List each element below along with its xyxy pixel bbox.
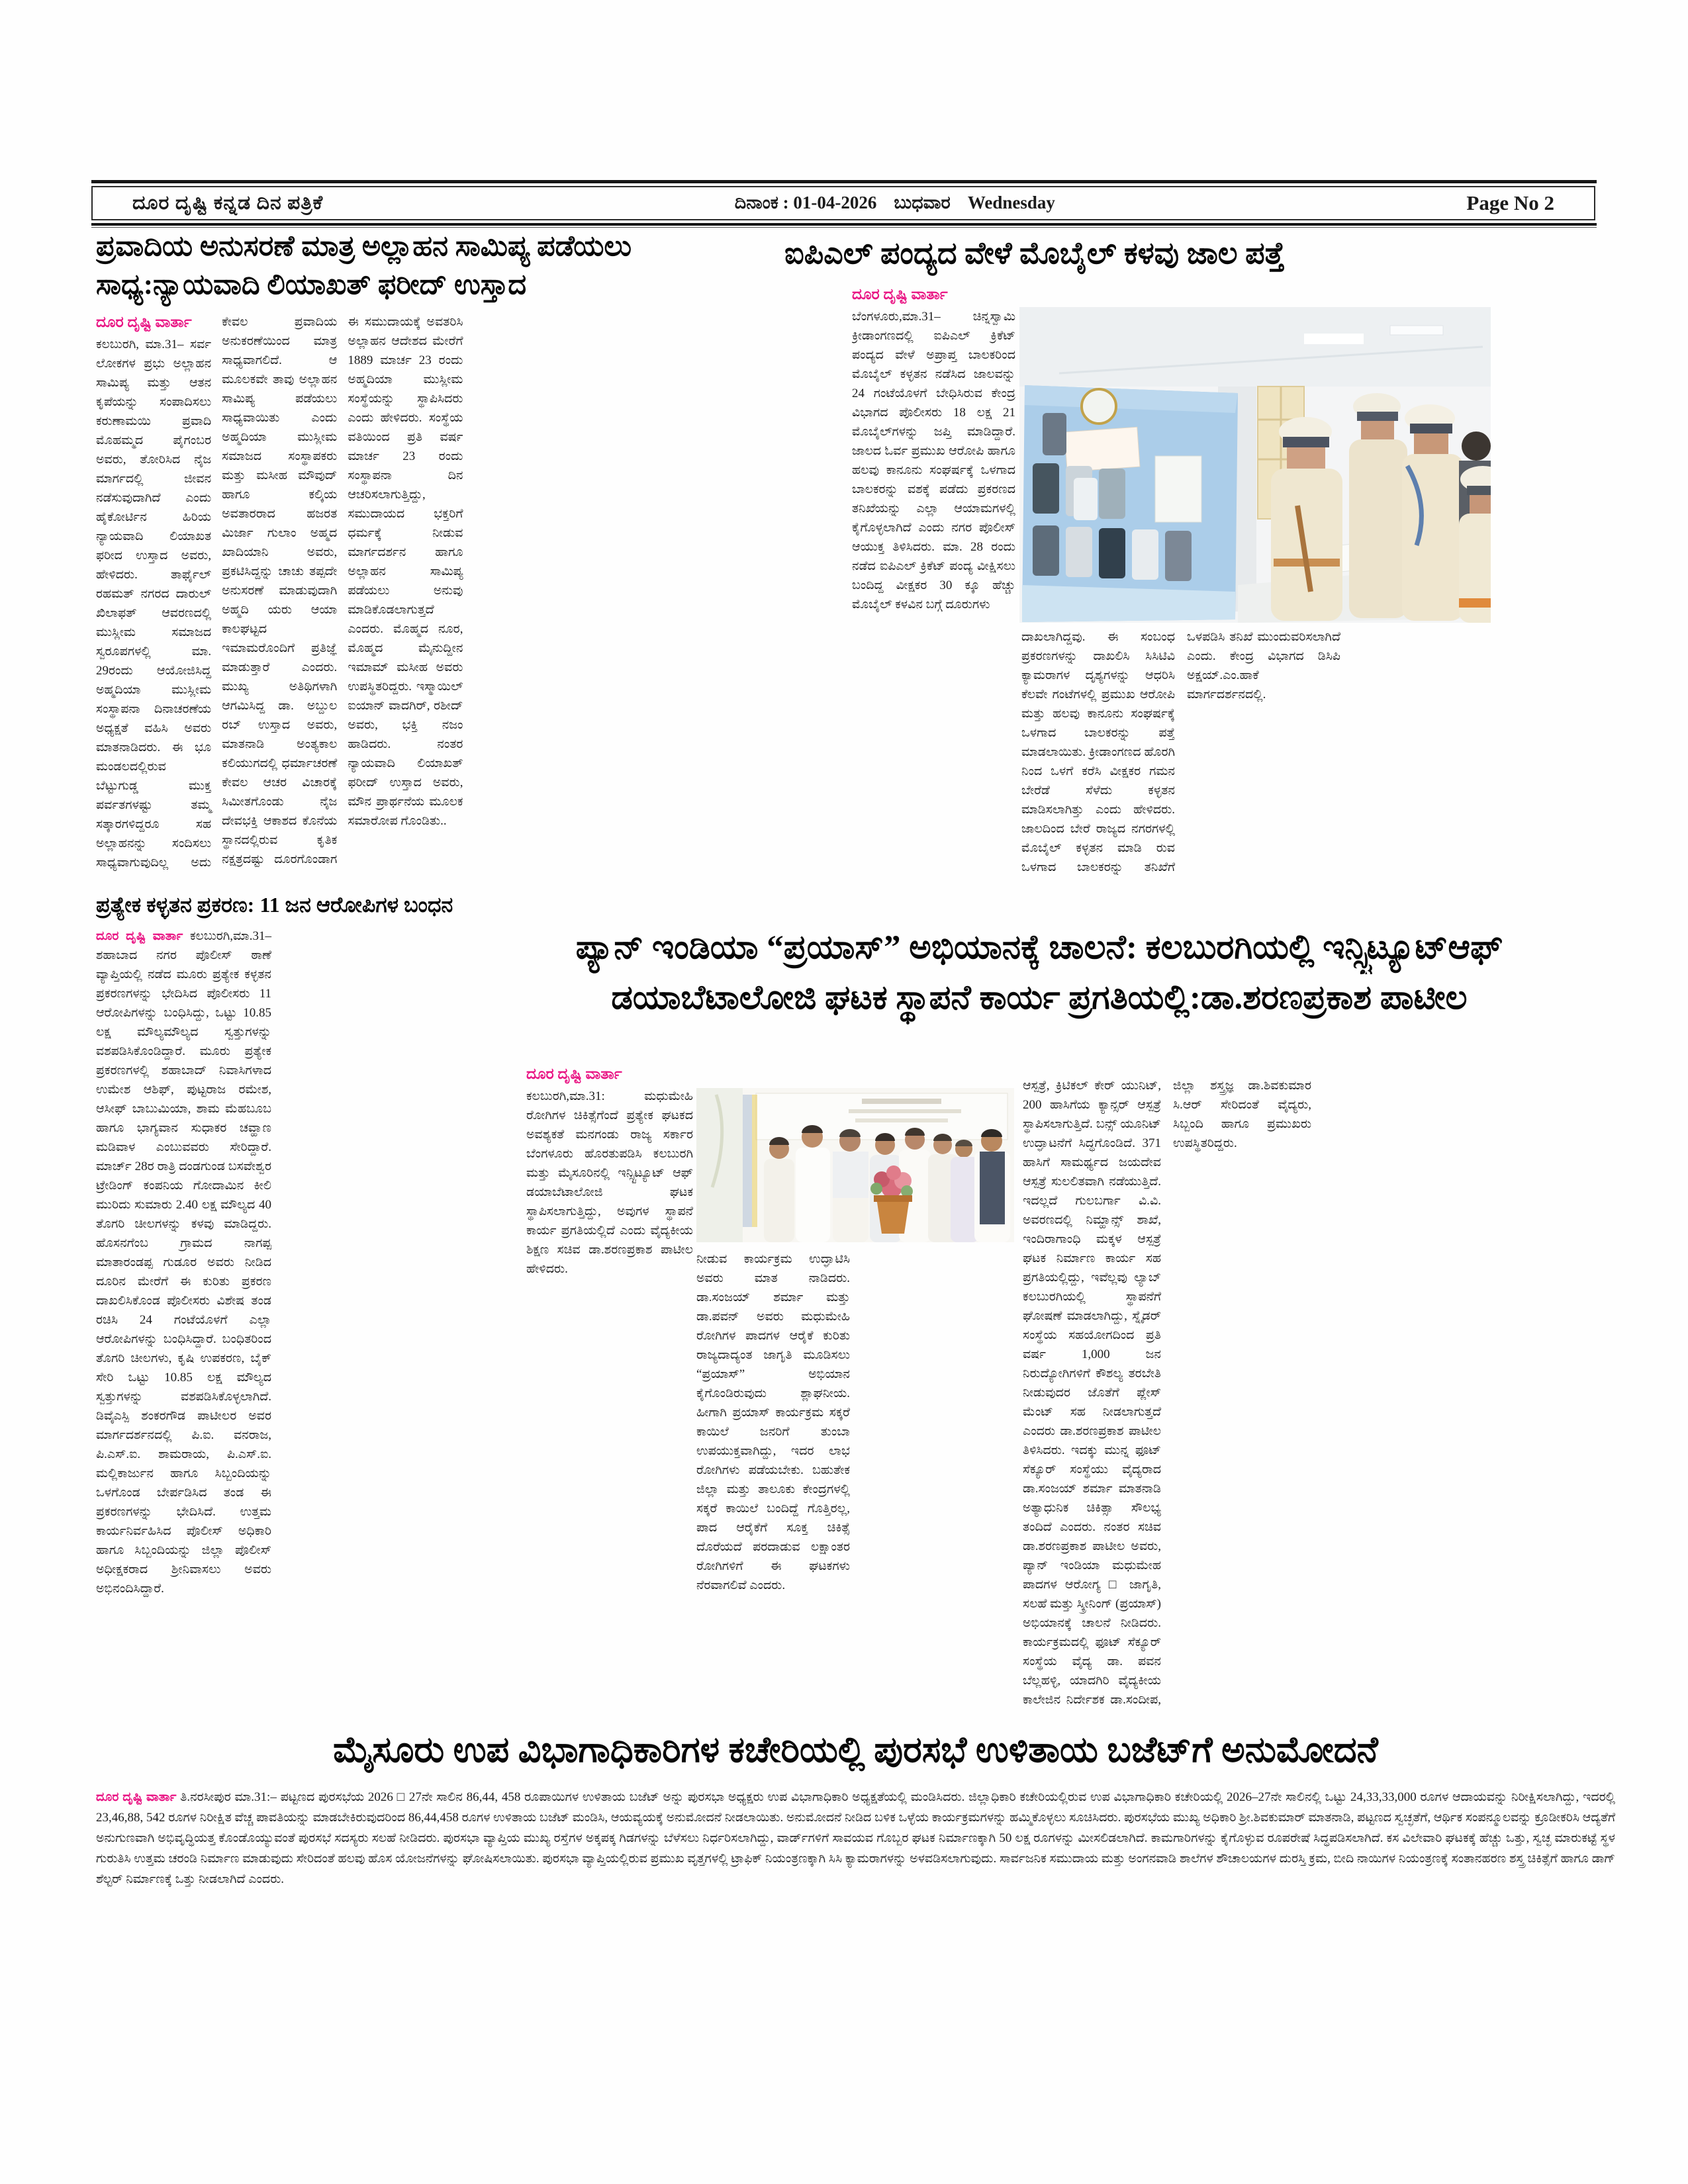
article-prayas-headline-line-2: ಡಯಾಬೆಟಾಲೋಜಿ ಘಟಕ ಸ್ಥಾಪನೆ ಕಾರ್ಯ ಪ್ರಗತಿಯಲ್ಲಿ:ಡಾ.ಶರಣಪ್ರಕಾಶ ಪಾಟೀಲ	[611, 979, 1468, 1017]
day-english: Wednesday	[967, 193, 1055, 212]
article-prayas-headline-line-1: ಪ್ಯಾನ್ ಇಂಡಿಯಾ “ಪ್ರಯಾಸ್” ಅಭಿಯಾನಕ್ಕೆ ಚಾಲನೆ: ಕಲಬುರಗಿಯಲ್ಲಿ ಇನ್ಸ್ಟಿಟ್ಯೂಟ್‌ಆಫ್	[575, 929, 1503, 966]
header-bar	[91, 186, 1595, 220]
article-budget-text-run: ತಿ.ನರಸೀಪುರ ಮಾ.31:– ಪಟ್ಟಣದ ಪುರಸಭೆಯ 2026 □ 27ನೇ ಸಾಲಿನ 86,44, 458 ರೂಪಾಯಿಗಳ ಉಳಿತಾಯ ಬಜೆಟ್ ಅನ್ನು ಪುರಸಭಾ ಅಧ್ಯಕ್ಷರು ಉಪ ವಿಭಾಗಾಧಿಕಾರಿ ಅಧ್ಯಕ್ಷತೆಯಲ್ಲಿ ಮಂಡಿಸಿದರು. ಜಿಲ್ಲಾಧಿಕಾರಿ ಕಚೇರಿಯಲ್ಲಿರುವ ಉಪ ವಿಭಾಗಾಧಿಕಾರಿ ಕಚೇರಿಯಲ್ಲಿ 2026–27ನೇ ಸಾಲಿನಲ್ಲಿ ಒಟ್ಟು 24,33,33,000 ರೂಗಳ ಆದಾಯವನ್ನು ನಿರೀಕ್ಷಿಸಲಾಗಿದ್ದು, ಇದರಲ್ಲಿ 23,46,88, 542 ರೂಗಳ ನಿರೀಕ್ಷಿತ ವೆಚ್ಚ ಪಾವತಿಯನ್ನು ಮಾಡಬೇಕಿರುವುದರಿಂದ 86,44,458 ರೂಗಳ ಉಳಿತಾಯ ಬಜೆಟ್ ಮಂಡಿಸಿ, ಆಯವ್ಯಯಕ್ಕೆ ಅನುಮೋದನೆ ನೀಡಲಾಯಿತು. ಅನುಮೋದನೆ ನೀಡಿದ ಬಳಿಕ ಒಳ್ಳೆಯ ಕಾರ್ಯಕ್ರಮಗಳನ್ನು ಹಮ್ಮಿಕೊಳ್ಳಲು ಸೂಚಿಸಿದರು. ಪುರಸಭೆಯ ಮುಖ್ಯ ಅಧಿಕಾರಿ ಶ್ರೀ.ಶಿವಕುಮಾರ್ ಮಾತನಾಡಿ, ಪಟ್ಟಣದ ಸ್ವಚ್ಛತೆಗೆ, ಆರ್ಥಿಕ ಸಂಪನ್ಮೂಲವನ್ನು ಕ್ರೂಡೀಕರಿಸಿ ಆದ್ಯತೆಗೆ ಅನುಗುಣವಾಗಿ ಅಭಿವೃದ್ಧಿಯತ್ತ ಕೊಂಡೊಯ್ಯುವಂತೆ ಪುರಸಭೆ ಸದಸ್ಯರು ಸಲಹೆ ನೀಡಿದರು. ಪುರಸಭಾ ವ್ಯಾಪ್ತಿಯ ಮುಖ್ಯ ರಸ್ತೆಗಳ ಅಕ್ಕಪಕ್ಕ ಗಿಡಗಳನ್ನು ಬೆಳೆಸಲು ನಿರ್ಧರಿಸಲಾಗಿದ್ದು, ವಾರ್ಡ್‌ಗಳಿಗೆ ಸಾವಯವ ಗೊಬ್ಬರ ಘಟಕ ನಿರ್ಮಾಣಕ್ಕಾಗಿ 50 ಲಕ್ಷ ರೂಗಳನ್ನು ಮೀಸಲಿಡಲಾಗಿದೆ. ಕಾಮಗಾರಿಗಳನ್ನು ಕೈಗೊಳ್ಳುವ ರೂಪರೇಷೆ ಸಿದ್ಧಪಡಿಸಲಾಗಿದೆ. ಕಸ ವಿಲೇವಾರಿ ಘಟಕಕ್ಕೆ ಹೆಚ್ಚು ಒತ್ತು, ಸ್ವಚ್ಛ ಮಾರುಕಟ್ಟೆ ಸ್ಥಳ ಗುರುತಿಸಿ ಉತ್ತಮ ಚರಂಡಿ ನಿರ್ಮಾಣ ಮಾಡುವುದು ಸೇರಿದಂತೆ ಹಲವು ಹೊಸ ಯೋಜನೆಗಳನ್ನು ಘೋಷಿಸಲಾಯಿತು. ಪುರಸಭಾ ವ್ಯಾಪ್ತಿಯಲ್ಲಿರುವ ಪ್ರಮುಖ ವೃತ್ತಗಳಲ್ಲಿ ಟ್ರಾಫಿಕ್ ನಿಯಂತ್ರಣಕ್ಕಾಗಿ ಸಿಸಿ ಕ್ಯಾಮರಾಗಳನ್ನು ಅಳವಡಿಸಲಾಗುವುದು. ಸಾರ್ವಜನಿಕ ಸಮುದಾಯ ಮತ್ತು ಅಂಗನವಾಡಿ ಶಾಲೆಗಳ ಶೌಚಾಲಯಗಳ ದುರಸ್ತಿ ಕ್ರಮ, ಬೀದಿ ನಾಯಿಗಳ ನಿಯಂತ್ರಣಕ್ಕೆ ಸಂತಾನಹರಣ ಶಸ್ತ್ರ ಚಿಕಿತ್ಸೆಗೆ ಹಾಗೂ ಡಾಗ್ ಶೆಲ್ಟರ್ ನಿರ್ಮಾಣಕ್ಕೆ ಒತ್ತು ನೀಡಲಾಗಿದೆ ಎಂದರು.	[96, 1790, 1615, 1886]
date-line	[735, 193, 1055, 214]
article-ipl-headline: ಐಪಿಎಲ್ ಪಂದ್ಯದ ವೇಳೆ ಮೊಬೈಲ್ ಕಳವು ಜಾಲ ಪತ್ತೆ	[784, 236, 1285, 270]
article-prophet-headline	[96, 228, 771, 308]
article-prayas-below-text: ನೀಡುವ ಕಾರ್ಯಕ್ರಮ ಉದ್ಘಾಟಿಸಿ ಅವರು ಮಾತ ನಾಡಿದರು. ಡಾ.ಸಂಜಯ್ ಶರ್ಮಾ ಮತ್ತು ಡಾ.ಪವನ್ ಅವರು ಮಧುಮೇಹಿ ರೋಗಿಗಳ ಪಾದಗಳ ಆರೈಕೆ ಕುರಿತು ರಾಜ್ಯದಾದ್ಯಂತ ಜಾಗೃತಿ ಮೂಡಿಸಲು “ಪ್ರಯಾಸ್” ಅಭಿಯಾನ ಕೈಗೊಂಡಿರುವುದು ಶ್ಲಾಘನೀಯ. ಹೀಗಾಗಿ ಪ್ರಯಾಸ್ ಕಾರ್ಯಕ್ರಮ ಸಕ್ಕರೆ ಕಾಯಿಲೆ ಜನರಿಗೆ ತುಂಬಾ ಉಪಯುಕ್ತವಾಗಿದ್ದು, ಇದರ ಲಾಭ ರೋಗಿಗಳು ಪಡೆಯಬೇಕು. ಬಹುತೇಕ ಜಿಲ್ಲಾ ಮತ್ತು ತಾಲೂಕು ಕೇಂದ್ರಗಳಲ್ಲಿ ಸಕ್ಕರೆ ಕಾಯಿಲೆ ಬಂದಿದ್ದೆ ಗೊತ್ತಿರಲ್ಲ, ಪಾದ ಆರೈಕೆಗೆ ಸೂಕ್ತ ಚಿಕಿತ್ಸೆ ದೊರೆಯದೆ ಪರದಾಡುವ ಲಕ್ಷಾಂತರ ರೋಗಿಗಳಿಗೆ ಈ ಘಟಕಗಳು ನೆರವಾಗಲಿವೆ ಎಂದರು.	[696, 1252, 850, 1592]
article-prayas-below-photo	[696, 1250, 1014, 1723]
police-phones-photo	[1019, 307, 1491, 623]
prayas-inauguration-photo-art	[696, 1088, 1014, 1242]
headline-line-2: ಸಾಧ್ಯ:ನ್ಯಾಯವಾದಿ ಲಿಯಾಖತ್ ಫರೀದ್ ಉಸ್ತಾದ	[96, 269, 527, 300]
news-agency-byline: ದೂರ ದೃಷ್ಟಿ ವಾರ್ತಾ	[96, 929, 183, 943]
article-theft-text	[96, 927, 271, 1598]
police-phones-photo-art	[1019, 307, 1491, 623]
article-theft-headline: ಪ್ರತ್ಯೇಕ ಕಳ್ಳತನ ಪ್ರಕರಣ: 11 ಜನ ಆರೋಪಿಗಳ ಬಂಧನ	[96, 893, 453, 917]
news-agency-byline: ದೂರ ದೃಷ್ಟಿ ವಾರ್ತಾ	[96, 1790, 177, 1804]
article-budget-body	[96, 1787, 1615, 1997]
article-prayas-right-text: ಆಸ್ಪತ್ರೆ, ಕ್ರಿಟಿಕಲ್ ಕೇರ್ ಯುನಿಟ್, 200 ಹಾಸಿಗೆಯ ಕ್ಯಾನ್ಸರ್ ಆಸ್ಪತ್ರೆ ಸ್ಥಾಪಿಸಲಾಗುತ್ತಿದೆ. ಬನ್ಸ್ ಯೂನಿಟ್ ಉದ್ಘಾಟನೆಗೆ ಸಿದ್ಧಗೊಂಡಿದೆ. 371 ಹಾಸಿಗೆ ಸಾಮರ್ಥ್ಯದ ಜಯದೇವ ಆಸ್ಪತ್ರೆ ಸುಲಲಿತವಾಗಿ ನಡೆಯುತ್ತಿದೆ. ಇದಲ್ಲದೆ ಗುಲಬರ್ಗಾ ವಿ.ವಿ. ಅವರಣದಲ್ಲಿ ನಿಮ್ಹಾನ್ಸ್ ಶಾಖೆ, ಇಂದಿರಾಗಾಂಧಿ ಮಕ್ಕಳ ಆಸ್ಪತ್ರೆ ಘಟಕ ನಿರ್ಮಾಣ ಕಾರ್ಯ ಸಹ ಪ್ರಗತಿಯಲ್ಲಿದ್ದು, ಇವೆಲ್ಲವು ಲ್ಯಾಬ್ ಕಲಬುರಗಿಯಲ್ಲಿ ಸ್ಥಾಪನೆಗೆ ಘೋಷಣೆ ಮಾಡಲಾಗಿದ್ದು, ಸ್ನೈಡರ್ ಸಂಸ್ಥೆಯ ಸಹಯೋಗದಿಂದ ಪ್ರತಿ ವರ್ಷ 1,000 ಜನ ನಿರುದ್ಯೋಗಿಗಳಿಗೆ ಕೌಶಲ್ಯ ತರಬೇತಿ ನೀಡುವುದರ ಜೊತೆಗೆ ಪ್ಲೇಸ್ ಮೆಂಟ್ ಸಹ ನೀಡಲಾಗುತ್ತದೆ ಎಂದರು ಡಾ.ಶರಣಪ್ರಕಾಶ ಪಾಟೀಲ ತಿಳಿಸಿದರು. ಇದಕ್ಕು ಮುನ್ನ ಫೂಟ್ ಸೆಕ್ಯೂರ್ ಸಂಸ್ಥೆಯು ವೈದ್ಯರಾದ ಡಾ.ಸಂಜಯ್ ಶರ್ಮಾ ಮಾತನಾಡಿ ಅತ್ಯಾಧುನಿಕ ಚಿಕಿತ್ಸಾ ಸೌಲಭ್ಯ ತಂದಿದೆ ಎಂದರು. ನಂತರ ಸಚಿವ ಡಾ.ಶರಣಪ್ರಕಾಶ ಪಾಟೀಲ ಅವರು, ಪ್ಯಾನ್ ಇಂಡಿಯಾ ಮಧುಮೇಹ ಪಾದಗಳ ಆರೋಗ್ಯ □ ಜಾಗೃತಿ, ಸಲಹೆ ಮತ್ತು ಸ್ಕ್ರೀನಿಂಗ್ (ಪ್ರಯಾಸ್) ಅಭಿಯಾನಕ್ಕೆ ಚಾಲನೆ ನೀಡಿದರು. ಕಾರ್ಯಕ್ರಮದಲ್ಲಿ ಫೂಟ್ ಸೆಕ್ಯೂರ್ ಸಂಸ್ಥೆಯ ವೈದ್ಯ ಡಾ. ಪವನ ಬೆಲ್ಲಹಳ್ಳಿ, ಯಾದಗಿರಿ ವೈದ್ಯಕೀಯ ಕಾಲೇಜಿನ ನಿರ್ದೇಶಕ ಡಾ.ಸಂದೀಪ, ಜಿಲ್ಲಾ ಶಸ್ತ್ರಜ್ಞ ಡಾ.ಶಿವಕುಮಾರ ಸಿ.ಆರ್ ಸೇರಿದಂತೆ ವೈದ್ಯರು, ಸಿಬ್ಬಂದಿ ಹಾಗೂ ಪ್ರಮುಖರು ಉಪಸ್ಥಿತರಿದ್ದರು.	[1023, 1079, 1311, 1707]
article-prayas-left-column	[526, 1064, 693, 1726]
masthead: ದೂರ ದೃಷ್ಟಿ ಕನ್ನಡ ದಿನ ಪತ್ರಿಕೆ	[132, 192, 324, 214]
article-prophet-body	[96, 312, 841, 883]
day-kannada: ಬುಧವಾರ	[894, 193, 951, 212]
news-agency-byline: ದೂರ ದೃಷ್ಟಿ ವಾರ್ತಾ	[526, 1066, 622, 1082]
news-agency-byline: ದೂರ ದೃಷ್ಟಿ ವಾರ್ತಾ	[96, 314, 192, 330]
date-label: ದಿನಾಂಕ : 01-04-2026	[734, 193, 877, 212]
article-prayas-lead-text: ಕಲಬುರಗಿ,ಮಾ.31: ಮಧುಮೇಹಿ ರೋಗಿಗಳ ಚಿಕಿತ್ಸೆಗೆಂದೆ ಪ್ರತ್ಯೇಕ ಘಟಕದ ಅವಶ್ಯಕತೆ ಮನಗಂಡು ರಾಜ್ಯ ಸರ್ಕಾರ ಬೆಂಗಳೂರು ಹೊರತುಪಡಿಸಿ ಕಲಬುರಗಿ ಮತ್ತು ಮೈಸೂರಿನಲ್ಲಿ ಇನ್ಸ್ಟಿಟ್ಯೂಟ್ ಆಫ್ ಡಯಾಬೆಟಾಲೋಜಿ ಘಟಕ ಸ್ಥಾಪಿಸಲಾಗುತ್ತಿದ್ದು, ಅವುಗಳ ಸ್ಥಾಪನೆ ಕಾರ್ಯ ಪ್ರಗತಿಯಲ್ಲಿದೆ ಎಂದು ವೈದ್ಯಕೀಯ ಶಿಕ್ಷಣ ಸಚಿವ ಡಾ.ಶರಣಪ್ರಕಾಶ ಪಾಟೀಲ ಹೇಳಿದರು.	[526, 1089, 693, 1276]
article-theft-text-run: ಕಲಬುರಗಿ,ಮಾ.31–ಶಹಾಬಾದ ನಗರ ಪೊಲೀಸ್ ಠಾಣೆ ವ್ಯಾಪ್ತಿಯಲ್ಲಿ ನಡೆದ ಮೂರು ಪ್ರತ್ಯೇಕ ಕಳ್ಳತನ ಪ್ರಕರಣಗಳನ್ನು ಭೇದಿಸಿದ ಪೊಲೀಸರು 11 ಆರೋಪಿಗಳನ್ನು ಬಂಧಿಸಿದ್ದು, ಒಟ್ಟು 10.85 ಲಕ್ಷ ಮೌಲ್ಯಮೌಲ್ಯದ ಸ್ವತ್ತುಗಳನ್ನು ವಶಪಡಿಸಿಕೊಂಡಿದ್ದಾರೆ. ಮೂರು ಪ್ರತ್ಯೇಕ ಪ್ರಕರಣಗಳಲ್ಲಿ ಶಹಾಬಾದ್ ನಿವಾಸಿಗಳಾದ ಉಮೇಶ ಆಶಿಫ್, ಪುಟ್ಟರಾಜ ರಮೇಶ, ಆಸೀಫ್ ಬಾಬುಮಿಯಾ, ಶಾಮ ಮೆಹಬೂಬ ಹಾಗೂ ಭಾಗ್ಯವಾನ ಸುಧಾಕರ ಚವ್ಹಾಣ ಮಡಿವಾಳ ಎಂಬುವವರು ಸೇರಿದ್ದಾರೆ. ಮಾರ್ಚ್ 28ರ ರಾತ್ರಿ ದಂಡಗುಂಡ ಬಸವೇಶ್ವರ ಟ್ರೇಡಿಂಗ್ ಕಂಪನಿಯ ಗೋದಾಮಿನ ಕೀಲಿ ಮುರಿದು ಸುಮಾರು 2.40 ಲಕ್ಷ ಮೌಲ್ಯದ 40 ತೊಗರಿ ಚೀಲಗಳನ್ನು ಕಳವು ಮಾಡಿದ್ದರು. ಹೊಸನಗೆಂಬ ಗ್ರಾಮದ ನಾಗಪ್ಪ ಮಾತಾರಂಡಪ್ಪ ಗುಡೂರ ಅವರು ನೀಡಿದ ದೂರಿನ ಮೇರೆಗೆ ಈ ಕುರಿತು ಪ್ರಕರಣ ದಾಖಲಿಸಿಕೊಂಡ ಪೊಲೀಸರು ವಿಶೇಷ ತಂಡ ರಚಿಸಿ 24 ಗಂಟೆಯೊಳಗೆ ಎಲ್ಲಾ ಆರೋಪಿಗಳನ್ನು ಬಂಧಿಸಿದ್ದಾರೆ. ಬಂಧಿತರಿಂದ ತೊಗರಿ ಚೀಲಗಳು, ಕೃಷಿ ಉಪಕರಣ, ಬೈಕ್ ಸೇರಿ ಒಟ್ಟು 10.85 ಲಕ್ಷ ಮೌಲ್ಯದ ಸ್ವತ್ತುಗಳನ್ನು ವಶಪಡಿಸಿಕೊಳ್ಳಲಾಗಿದೆ. ಡಿವೈಎಸ್ಪಿ ಶಂಕರಗೌಡ ಪಾಟೀಲರ ಅವರ ಮಾರ್ಗದರ್ಶನದಲ್ಲಿ ಪಿ.ಐ. ವನರಾಜ, ಪಿ.ಎಸ್.ಐ. ಶಾಮರಾಯ, ಪಿ.ಎಸ್.ಐ. ಮಲ್ಲಿಕಾರ್ಜುನ ಹಾಗೂ ಸಿಬ್ಬಂದಿಯನ್ನು ಒಳಗೊಂಡ ಬೇರ್ಪಡಿಸಿದ ತಂಡ ಈ ಪ್ರಕರಣಗಳನ್ನು ಭೇದಿಸಿದೆ. ಉತ್ತಮ ಕಾರ್ಯನಿರ್ವಹಿಸಿದ ಪೊಲೀಸ್ ಅಧಿಕಾರಿ ಹಾಗೂ ಸಿಬ್ಬಂದಿಯನ್ನು ಜಿಲ್ಲಾ ಪೊಲೀಸ್ ಅಧೀಕ್ಷಕರಾದ ಶ್ರೀನಿವಾಸಲು ಅವರು ಅಭಿನಂದಿಸಿದ್ದಾರೆ.	[96, 929, 271, 1596]
article-prayas-right-columns	[1023, 1076, 1612, 1726]
article-ipl-lead-text: ಬೆಂಗಳೂರು,ಮಾ.31– ಚಿನ್ನಸ್ವಾಮಿ ಕ್ರೀಡಾಂಗಣದಲ್ಲಿ ಐಪಿಎಲ್ ಕ್ರಿಕೆಟ್ ಪಂದ್ಯದ ವೇಳೆ ಅಪ್ರಾಪ್ತ ಬಾಲಕರಿಂದ ಮೊಬೈಲ್ ಕಳ್ಳತನ ನಡೆಸಿದ ಜಾಲವನ್ನು 24 ಗಂಟೆಯೊಳಗೆ ಬೇಧಿಸಿರುವ ಕೇಂದ್ರ ವಿಭಾಗದ ಪೊಲೀಸರು 18 ಲಕ್ಷ 21 ಮೊಬೈಲ್‌ಗಳನ್ನು ಜಪ್ತಿ ಮಾಡಿದ್ದಾರೆ. ಜಾಲದ ಓರ್ವ ಪ್ರಮುಖ ಆರೋಪಿ ಹಾಗೂ ಹಲವು ಕಾನೂನು ಸಂಘರ್ಷಕ್ಕೆ ಒಳಗಾದ ಬಾಲಕರನ್ನು ವಶಕ್ಕೆ ಪಡೆದು ಪ್ರಕರಣದ ತನಿಖೆಯನ್ನು ಎಲ್ಲಾ ಆಯಾಮಗಳಲ್ಲಿ ಕೈಗೊಳ್ಳಲಾಗಿದೆ ಎಂದು ನಗರ ಪೊಲೀಸ್ ಆಯುಕ್ತ ತಿಳಿಸಿದರು. ಮಾ. 28 ರಂದು ನಡೆದ ಐಪಿಎಲ್ ಕ್ರಿಕೆಟ್ ಪಂದ್ಯ ವೀಕ್ಷಿಸಲು ಬಂದಿದ್ದ ವೀಕ್ಷಕರ 30 ಕ್ಕೂ ಹೆಚ್ಚು ಮೊಬೈಲ್ ಕಳವಿನ ಬಗ್ಗೆ ದೂರುಗಳು	[852, 310, 1015, 612]
header-bottom-rule	[91, 223, 1597, 226]
page-number: Page No 2	[1466, 191, 1554, 214]
article-theft-body	[96, 927, 459, 1726]
article-ipl-left-column	[852, 285, 1015, 882]
news-agency-byline: ದೂರ ದೃಷ್ಟಿ ವಾರ್ತಾ	[852, 286, 948, 302]
prayas-inauguration-photo	[696, 1088, 1014, 1242]
article-budget-headline: ಮೈಸೂರು ಉಪ ವಿಭಾಗಾಧಿಕಾರಿಗಳ ಕಚೇರಿಯಲ್ಲಿ ಪುರಸಭೆ ಉಳಿತಾಯ ಬಜೆಟ್‌ಗೆ ಅನುಮೋದನೆ	[333, 1730, 1378, 1770]
article-ipl-below-photo	[1021, 627, 1506, 883]
article-ipl-continued-text: ದಾಖಲಾಗಿದ್ದವು. ಈ ಸಂಬಂಧ ಪ್ರಕರಣಗಳನ್ನು ದಾಖಲಿಸಿ ಸಿಸಿಟಿವಿ ಕ್ಯಾಮರಾಗಳ ದೃಶ್ಯಗಳನ್ನು ಆಧರಿಸಿ ಕೆಲವೇ ಗಂಟೆಗಳಲ್ಲಿ ಪ್ರಮುಖ ಆರೋಪಿ ಮತ್ತು ಹಲವು ಕಾನೂನು ಸಂಘರ್ಷಕ್ಕೆ ಒಳಗಾದ ಬಾಲಕರನ್ನು ಪತ್ತೆ ಮಾಡಲಾಯಿತು. ಕ್ರೀಡಾಂಗಣದ ಹೊರಗಿ ನಿಂದ ಒಳಗೆ ಕರೆಸಿ ವೀಕ್ಷಕರ ಗಮನ ಬೇರೆಡೆ ಸೆಳೆದು ಕಳ್ಳತನ ಮಾಡಿಸಲಾಗಿತ್ತು ಎಂದು ಹೇಳಿದರು. ಜಾಲದಿಂದ ಬೇರೆ ರಾಜ್ಯದ ನಗರಗಳಲ್ಲಿ ಮೊಬೈಲ್ ಕಳ್ಳತನ ಮಾಡಿ ರುವ ಒಳಗಾದ ಬಾಲಕರನ್ನು ತನಿಖೆಗೆ ಒಳಪಡಿಸಿ ತನಿಖೆ ಮುಂದುವರಿಸಲಾಗಿದೆ ಎಂದು. ಕೇಂದ್ರ ವಿಭಾಗದ ಡಿಸಿಪಿ ಅಕ್ಷಯ್.ಎಂ.ಹಾಕೆ ಮಾರ್ಗದರ್ಶನದಲ್ಲಿ.	[1021, 630, 1340, 874]
article-budget-text	[96, 1787, 1615, 1889]
headline-line-1: ಪ್ರವಾದಿಯ ಅನುಸರಣೆ ಮಾತ್ರ ಅಲ್ಲಾಹನ ಸಾಮಿಪ್ಯ ಪಡೆಯಲು	[96, 231, 632, 262]
header-top-rule	[91, 180, 1597, 183]
article-prophet-text: ಕಲಬುರಗಿ, ಮಾ.31– ಸರ್ವ ಲೋಕಗಳ ಪ್ರಭು ಅಲ್ಲಾಹನ ಸಾಮಿಪ್ಯ ಮತ್ತು ಆತನ ಕೃಪೆಯನ್ನು ಸಂಪಾದಿಸಲು ಕರುಣಾಮಯಿ ಪ್ರವಾದಿ ಮೊಹಮ್ಮದ ಪೈಗಂಬರ ಅವರು, ತೋರಿಸಿದ ನೈಜ ಮಾರ್ಗದಲ್ಲಿ ಜೀವನ ನಡೆಸುವುದಾಗಿದೆ ಎಂದು ಹೈಕೋರ್ಟಿನ ಹಿರಿಯ ನ್ಯಾಯವಾದಿ ಲಿಯಾಖತ ಫರೀದ ಉಸ್ತಾದ ಅವರು, ಹೇಳಿದರು. ತಾರ್ಫೈಲ್ ರಹಮತ್ ನಗರದ ದಾರುಲ್ ಖಿಲಾಫತ್ ಆವರಣದಲ್ಲಿ ಮುಸ್ಲೀಮ ಸಮಾಜದ ಸ್ವರೂಪಗಳಲ್ಲಿ ಮಾ. 29ರಂದು ಆಯೋಜಿಸಿದ್ದ ಅಹ್ಮದಿಯಾ ಮುಸ್ಲೀಮ ಸಂಸ್ಥಾಪನಾ ದಿನಾಚರಣೆಯ ಅಧ್ಯಕ್ಷತೆ ವಹಿಸಿ ಅವರು ಮಾತನಾಡಿದರು. ಈ ಭೂ ಮಂಡಲದಲ್ಲಿರುವ ಬೆಟ್ಟುಗುಡ್ಡ ಮುಕ್ತ ಪರ್ವತಗಳಷ್ಟು ತಮ್ಮ ಸತ್ಕಾರಗಳಿದ್ದರೂ ಸಹ ಅಲ್ಲಾಹನನ್ನು ಸಂದಿಸಲು ಸಾಧ್ಯವಾಗುವುದಿಲ್ಲ ಅದು ಕೇವಲ ಪ್ರವಾದಿಯ ಅನುಕರಣೆಯಿಂದ ಮಾತ್ರ ಸಾಧ್ಯವಾಗಲಿದೆ. ಆ ಮೂಲಕವೇ ತಾವು ಅಲ್ಲಾಹನ ಸಾಮಿಪ್ಯ ಪಡೆಯಲು ಸಾಧ್ಯವಾಯಿತು ಎಂದು ಅಹ್ಮದಿಯಾ ಮುಸ್ಲೀಮ ಸಮಾಜದ ಸಂಸ್ಥಾಪಕರು ಮತ್ತು ಮಸೀಹ ಮೌವುದ್ ಹಾಗೂ ಕಲ್ಕಿಯ ಅವತಾರರಾದ ಹಜರತ ಮಿರ್ಜಾ ಗುಲಾಂ ಅಹ್ಮದ ಖಾದಿಯಾನಿ ಅವರು, ಪ್ರಕಟಿಸಿದ್ದನ್ನು ಚಾಚು ತಪ್ಪದೇ ಅನುಸರಣೆ ಮಾಡುವುದಾಗಿ ಅಹ್ಮದಿ ಯರು ಆಯಾ ಕಾಲಘಟ್ಟದ ಇಮಾಮರೊಂದಿಗೆ ಪ್ರತಿಜ್ಞೆ ಮಾಡುತ್ತಾರೆ ಎಂದರು. ಮುಖ್ಯ ಅತಿಥಿಗಳಾಗಿ ಆಗಮಿಸಿದ್ದ ಡಾ. ಅಬ್ದುಲ ರಬ್ ಉಸ್ತಾದ ಅವರು, ಮಾತನಾಡಿ ಅಂತ್ಯಕಾಲ ಕಲಿಯುಗದಲ್ಲಿ ಧರ್ಮಾಚರಣೆ ಕೇವಲ ಆಚರ ವಿಚಾರಕ್ಕೆ ಸಿಮೀತಗೊಂಡು ನೈಜ ದೇವಭಕ್ತಿ ಆಕಾಶದ ಕೊನೆಯ ಸ್ಥಾನದಲ್ಲಿರುವ ಕೃತಿಕ ನಕ್ಷತ್ರದಷ್ಟು ದೂರಗೊಂಡಾಗ ಈ ಸಮುದಾಯಕ್ಕೆ ಅವತರಿಸಿ ಅಲ್ಲಾಹನ ಆದೇಶದ ಮೇರೆಗೆ 1889 ಮಾರ್ಚ 23 ರಂದು ಅಹ್ಮದಿಯಾ ಮುಸ್ಲೀಮ ಸಂಸ್ಥೆಯನ್ನು ಸ್ಥಾಪಿಸಿದರು ಎಂದು ಹೇಳಿದರು. ಸಂಸ್ಥೆಯ ವತಿಯಿಂದ ಪ್ರತಿ ವರ್ಷ ಮಾರ್ಚ 23 ರಂದು ಸಂಸ್ಥಾಪನಾ ದಿನ ಆಚರಿಸಲಾಗುತ್ತಿದ್ದು, ಸಮುದಾಯದ ಭಕ್ತರಿಗೆ ಧರ್ಮಕ್ಕೆ ನೀಡುವ ಮಾರ್ಗದರ್ಶನ ಹಾಗೂ ಅಲ್ಲಾಹನ ಸಾಮಿಪ್ಯ ಪಡೆಯಲು ಅನುವು ಮಾಡಿಕೊಡಲಾಗುತ್ತದೆ ಎಂದರು. ಮೊಹ್ಮದ ನೂರ, ಮೊಹ್ಮದ ಮೈನುದ್ದೀನ ಇಮಾಮ್ ಮಸೀಹ ಅವರು ಉಪಸ್ಥಿತರಿದ್ದರು. ಇಸ್ಮಾಯಿಲ್ ಐಯಾನ್ ವಾದಗಿರ್, ರಶೀದ್ ಅವರು, ಭಕ್ತಿ ನಜಂ ಹಾಡಿದರು. ನಂತರ ನ್ಯಾಯವಾದಿ ಲಿಯಾಖತ್ ಫರೀದ್ ಉಸ್ತಾದ ಅವರು, ಮೌನ ಪ್ರಾರ್ಥನೆಯ ಮೂಲಕ ಸಮಾರೋಪ ಗೊಂಡಿತು..	[96, 315, 463, 870]
